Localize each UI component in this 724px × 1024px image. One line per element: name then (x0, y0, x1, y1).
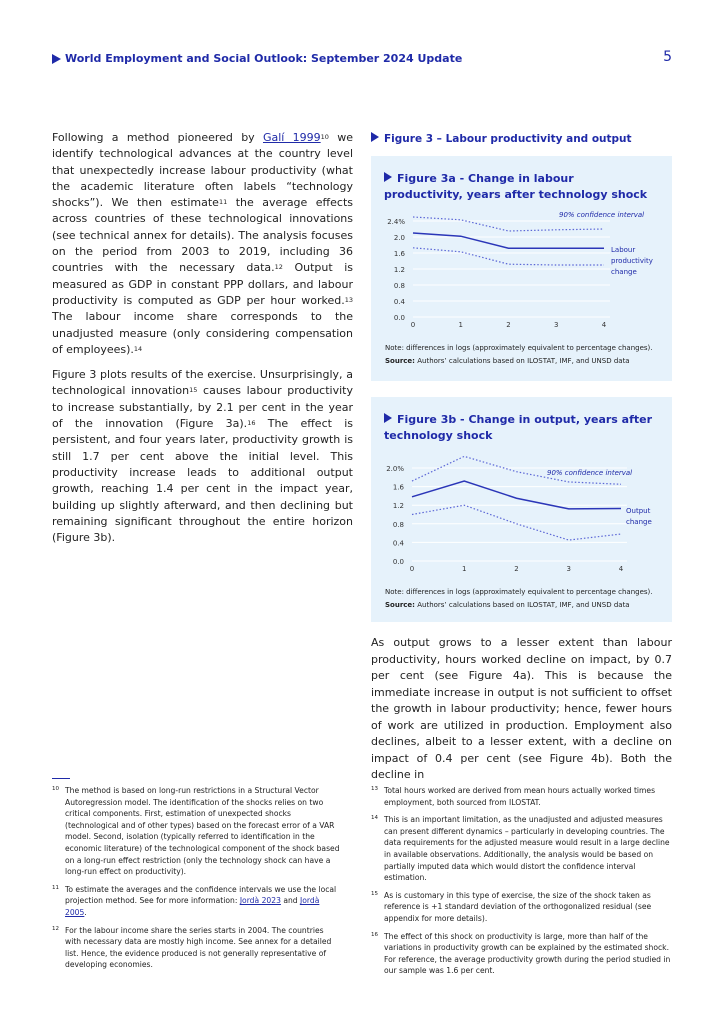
footnote-divider (52, 778, 70, 779)
y-tick-label: 2.0 (393, 234, 405, 242)
figure-3a-note: Note: differences in logs (approximately equivalent to percentage changes). (385, 344, 653, 352)
source-label: Source: (385, 601, 415, 609)
triangle-bullet-icon (371, 132, 379, 142)
x-tick-label: 0 (409, 565, 415, 573)
x-tick-label: 3 (566, 565, 571, 573)
footnote-number: 10 (52, 786, 59, 792)
footnote-ref-13[interactable]: 13 (344, 295, 353, 304)
figure-3b-source (385, 601, 630, 609)
page-header (52, 49, 672, 70)
footnote-text: The method is based on long-run restrictions in a Structural Vector Autoregression model. The identification of the shocks relies on two critical components. First, estimation of unexpected shocks (technological and of other types) based on the forecast error of a VAR model. Second, isolation (typically referred to identification in the economic literature) of the technological component of the shock based on a long-run effect restriction (only the technology shock can have a long-run effect on productivity). (65, 786, 340, 877)
source-label: Source: (385, 357, 415, 365)
report-title: World Employment and Social Outlook: September 2024 Update (65, 52, 463, 65)
text-run: Figure 3 plots results of the exercise. Unsurprisingly, a technological innovation (52, 368, 353, 398)
paragraph-2 (52, 367, 353, 546)
footnote-text: The effect of this shock on productivity is large, more than half of the variations in productivity growth can be explained by the estimated shock. For reference, the average productivity growth during the period studied in our sample was 1.6 per cent. (384, 931, 671, 976)
footnotes-left (52, 785, 342, 977)
chart-title-text: Figure 3a - Change in labour productivity, years after technology shock (384, 172, 648, 201)
confidence-interval-label: 90% confidence interval (559, 211, 645, 219)
chart-title-text: Figure 3b - Change in output, years after technology shock (384, 413, 653, 442)
footnote-16 (371, 931, 673, 977)
right-body-text: As output grows to a lesser extent than labour productivity, hours worked decline on impact, by 0.7 per cent (see Figure 4a). This is because the immediate increase in output is not sufficient to offset the growth in labour productivity; hence, fewer hours of work are utilized in production. Employment also declines, albeit to a lesser extent, with a decline on impact of 0.4 per cent (see Figure 4b). Both the decline in (371, 636, 672, 781)
footnote-text: For the labour income share the series starts in 2004. The countries with necessary data are mostly high income. See annex for a detailed list. Hence, the evidence produced is not generally representative of developing economies. (65, 925, 332, 970)
x-tick-label: 2 (514, 565, 519, 573)
link-jorda-2023[interactable]: Jordà 2023 (239, 896, 281, 906)
footnote-ref-16[interactable]: 16 (247, 419, 256, 428)
series-label: Labour (611, 246, 636, 254)
text-run: Output is measured as GDP in constant PPP dollars, and labour productivity is computed as GDP per hour worked. (52, 261, 353, 307)
triangle-bullet-icon (52, 54, 61, 64)
footnote-number: 13 (371, 786, 378, 792)
footnote-number: 16 (371, 931, 378, 938)
text-run: we identify technological advances at the country level that unexpectedly increase labour productivity (what the academic literature often labels “technology shocks”). We then estimate (52, 131, 353, 210)
confidence-interval-label: 90% confidence interval (547, 469, 633, 477)
link-jorda-2005[interactable]: Jordà 2005 (65, 896, 320, 917)
footnote-text: This is an important limitation, as the unadjusted and adjusted measures can present different dynamics – particularly in developing countries. The data requirements for the adjusted measure would result in a large decline in available observations. Additionally, the analysis would be based on partially imputed data which would distort the confidence interval estimation. (384, 815, 670, 883)
footnote-number: 14 (371, 815, 378, 822)
footnote-number: 11 (52, 884, 59, 891)
source-text: Authors’ calculations based on ILOSTAT, IMF, and UNSD data (417, 357, 630, 365)
footnote-number: 12 (52, 925, 59, 932)
link-gali-1999[interactable]: Galí 1999 (262, 131, 321, 144)
footnote-10 (52, 785, 342, 878)
series-label: change (611, 268, 637, 276)
y-tick-label: 2.0% (386, 465, 404, 473)
y-tick-label: 1.2 (393, 266, 405, 274)
footnote-13 (371, 785, 673, 808)
footnote-12 (52, 925, 342, 971)
confidence-interval-line (413, 217, 604, 231)
x-tick-label: 0 (410, 321, 416, 329)
footnote-15 (371, 890, 673, 925)
source-text: Authors’ calculations based on ILOSTAT, IMF, and UNSD data (417, 601, 630, 609)
y-tick-label: 1.6 (392, 483, 404, 492)
confidence-interval-line (413, 248, 604, 265)
footnote-number: 15 (371, 890, 378, 897)
y-tick-label: 0.8 (393, 282, 405, 290)
footnote-ref-10[interactable]: 10 (320, 133, 329, 141)
y-tick-label: 0.4 (393, 298, 405, 306)
footnote-11 (52, 884, 342, 919)
footnote-ref-14[interactable]: 14 (133, 344, 143, 353)
figure-3a-panel (371, 156, 672, 381)
y-tick-label: 2.4% (387, 218, 405, 226)
text-run: Following a method pioneered by (52, 131, 263, 144)
footnote-text: As is customary in this type of exercise, the size of the shock taken as reference is +1 standard deviation of the orthogonalized residual (see appendix for more details). (384, 890, 652, 923)
page-number: 5 (663, 49, 672, 65)
x-tick-label: 3 (554, 321, 559, 329)
footnote-ref-11[interactable]: 11 (218, 198, 228, 207)
footnote-text: . (84, 907, 87, 917)
figure-3b-note: Note: differences in logs (approximately equivalent to percentage changes). (385, 588, 653, 596)
text-run: The labour income share corresponds to the unadjusted measure (only considering compensation of employees). (52, 310, 353, 356)
footnote-text: and (280, 896, 301, 906)
footnote-text: Total hours worked are derived from mean hours actually worked times employment, both sourced from ILOSTAT. (384, 786, 656, 807)
y-tick-label: 0.0 (392, 558, 404, 566)
series-line (413, 233, 604, 248)
series-label: productivity (611, 257, 653, 265)
y-tick-label: 0.0 (393, 314, 405, 322)
series-label: change (626, 518, 652, 526)
x-tick-label: 4 (601, 321, 607, 329)
y-tick-label: 0.8 (392, 520, 404, 529)
left-body-text (52, 130, 353, 555)
y-tick-label: 1.2 (392, 502, 404, 511)
figure-3a-source (385, 357, 630, 365)
footnote-text: To estimate the averages and the confidence intervals we use the local projection method. See for more information: (65, 884, 337, 906)
footnote-ref-15[interactable]: 15 (189, 386, 198, 395)
footnote-ref-12[interactable]: 12 (274, 263, 283, 272)
series-label: Output (626, 507, 651, 515)
x-tick-label: 4 (618, 565, 624, 573)
text-run: the average effects across countries of these technological innovations (see technical annex for details). The analysis focuses on the period from 2003 to 2019, including 36 countries with the necessary data. (52, 196, 353, 275)
figure-title-text: Figure 3 – Labour productivity and output (384, 133, 632, 145)
x-tick-label: 1 (458, 321, 463, 329)
footnote-14 (371, 814, 673, 884)
confidence-interval-line (412, 505, 621, 540)
x-tick-label: 1 (462, 565, 467, 573)
text-run: The effect is persistent, and four years later, productivity growth is still 1.7 per cent above the initial level. This productivity increase leads to additional output growth, reaching 1.4 per cent in the impact year, building up slightly afterward, and then declining but remaining significant throughout the entire horizon (Figure 3b). (52, 417, 353, 545)
y-tick-label: 1.6 (393, 250, 405, 258)
figure-3-title (371, 132, 632, 145)
text-run: causes labour productivity to increase substantially, by 2.1 per cent in the year of the innovation (Figure 3a). (52, 384, 353, 431)
x-tick-label: 2 (506, 321, 511, 329)
footnotes-right (371, 785, 673, 983)
y-tick-label: 0.4 (392, 539, 404, 548)
figure-3b-panel (371, 397, 672, 622)
paragraph-1 (52, 130, 353, 358)
